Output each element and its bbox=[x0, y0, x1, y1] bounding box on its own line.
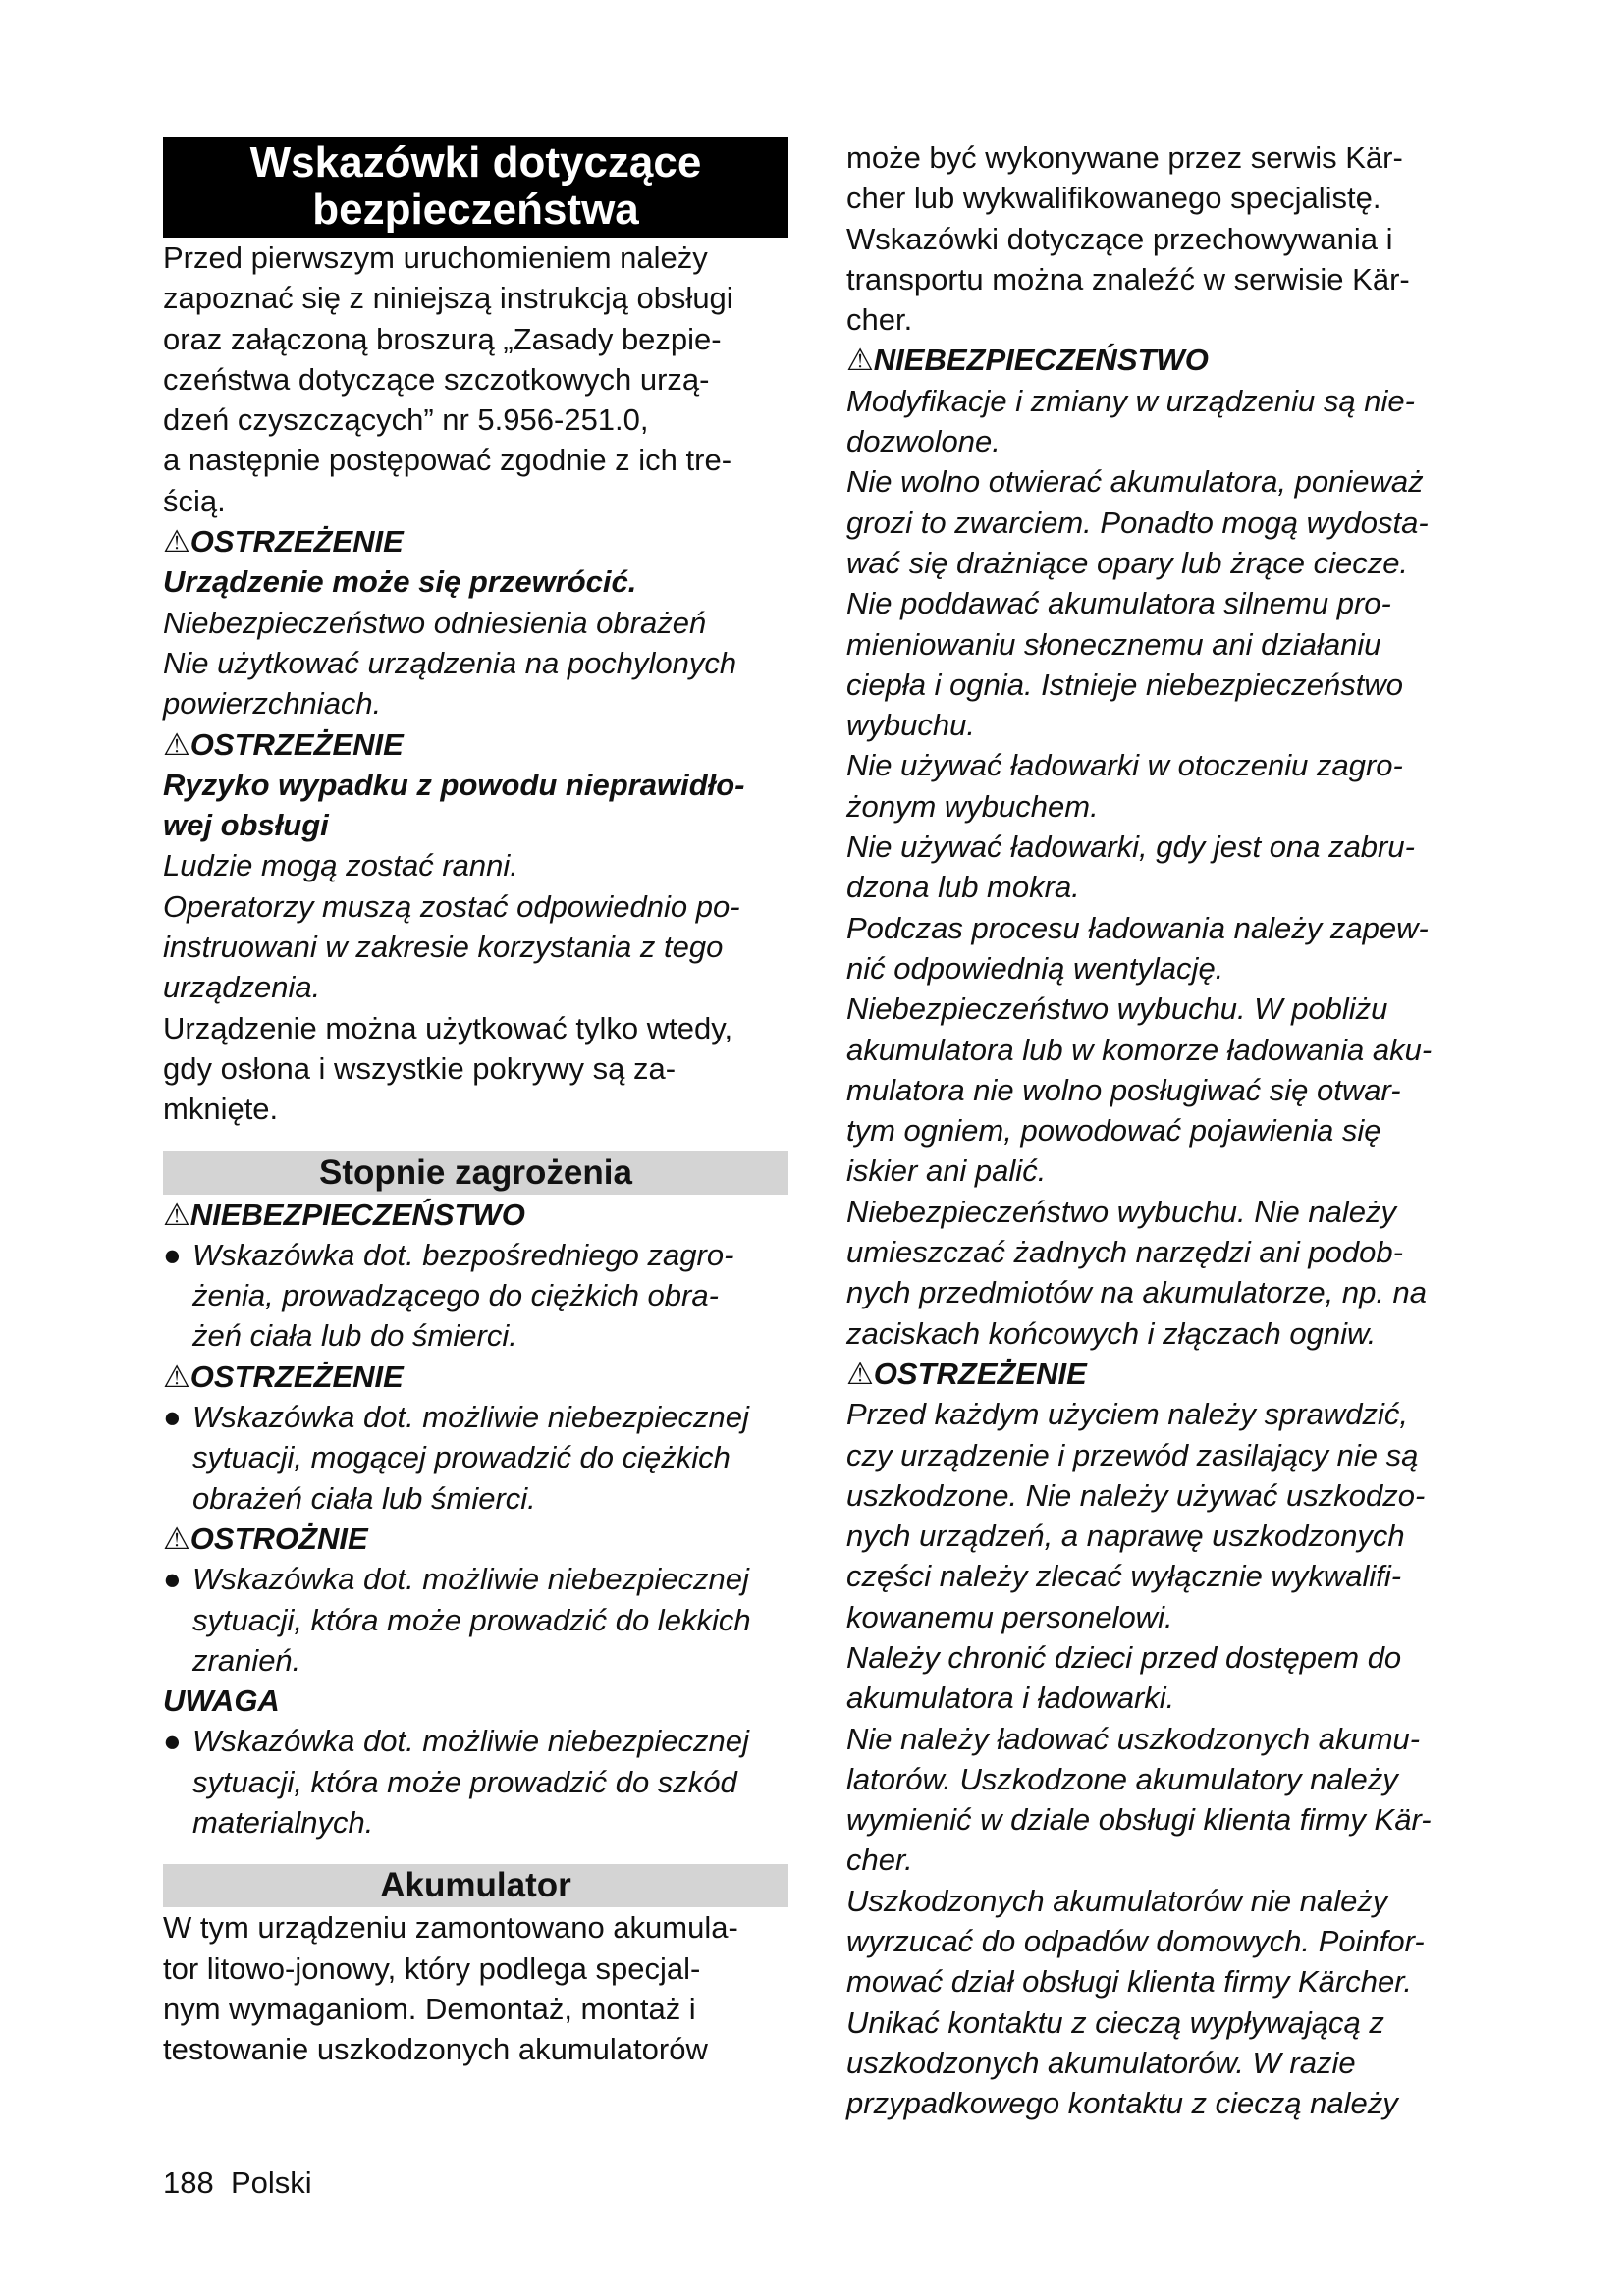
text-line: testowanie uszkodzonych akumulatorów bbox=[163, 2032, 708, 2067]
closing-paragraph bbox=[163, 1008, 788, 1130]
text-line: cher lub wykwalifikowanego specjalistę. bbox=[846, 181, 1381, 216]
section-heading-hazard-levels: Stopnie zagrożenia bbox=[163, 1151, 788, 1195]
text-line: W tym urządzeniu zamontowano akumula- bbox=[163, 1910, 738, 1946]
text-line: wać się drażniące opary lub żrące ciecze. bbox=[846, 545, 1409, 580]
text-line: grozi to zwarciem. Ponadto mogą wydosta- bbox=[846, 505, 1429, 540]
bullet-line bbox=[163, 1559, 788, 1599]
text-line: Nie użytkować urządzenia na pochylonych bbox=[163, 645, 737, 680]
text-line: sytuacji, mogącej prowadzić do ciężkich bbox=[192, 1440, 731, 1475]
text-line: żeń ciała lub do śmierci. bbox=[192, 1318, 517, 1354]
warning-heading: Urządzenie może się przewrócić. bbox=[163, 564, 637, 600]
hazard-level-danger bbox=[163, 1195, 788, 1357]
text-line: latorów. Uszkodzone akumulatory należy bbox=[846, 1761, 1398, 1796]
hazard-sign-label: ⚠NIEBEZPIECZEŃSTWO bbox=[163, 1197, 525, 1232]
text-line: może być wykonywane przez serwis Kär- bbox=[846, 140, 1403, 175]
text-line: iskier ani palić. bbox=[846, 1153, 1047, 1189]
hazard-level-notice bbox=[163, 1681, 788, 1842]
text-line: Ludzie mogą zostać ranni. bbox=[163, 848, 518, 883]
bullet-icon: ● bbox=[163, 1724, 182, 1759]
text-line: ścią. bbox=[163, 483, 226, 518]
page-language: Polski bbox=[230, 2165, 312, 2200]
text-line: Nie używać ładowarki w otoczeniu zagro- bbox=[846, 748, 1403, 783]
text-line: Nie używać ładowarki, gdy jest ona zabru- bbox=[846, 829, 1415, 865]
warning-heading: Ryzyko wypadku z powodu nieprawidło- bbox=[163, 767, 745, 802]
text-line: oraz załączoną broszurą „Zasady bezpie- bbox=[163, 321, 722, 356]
text-line: umieszczać żadnych narzędzi ani podob- bbox=[846, 1235, 1403, 1270]
warning-sign-label: ⚠OSTRZEŻENIE bbox=[163, 524, 404, 560]
text-line: nym wymaganiom. Demontaż, montaż i bbox=[163, 1991, 696, 2026]
text-line: uszkodzonych akumulatorów. W razie bbox=[846, 2045, 1356, 2080]
text-line: obrażeń ciała lub śmierci. bbox=[192, 1480, 536, 1516]
text-line: części należy zlecać wyłącznie wykwalifi- bbox=[846, 1559, 1402, 1594]
text-line: nych urządzeń, a naprawę uszkodzonych bbox=[846, 1519, 1405, 1554]
text-line: nych przedmiotów na akumulatorze, np. na bbox=[846, 1275, 1428, 1310]
text-line: sytuacji, która może prowadzić do szkód bbox=[192, 1764, 737, 1799]
text-line: mulatora nie wolno posługiwać się otwar- bbox=[846, 1072, 1401, 1107]
bullet-line bbox=[163, 1235, 788, 1275]
text-line: wymienić w dziale obsługi klienta firmy Kär- bbox=[846, 1802, 1432, 1838]
text-line: zranień. bbox=[192, 1642, 301, 1678]
text-line: Nie wolno otwierać akumulatora, ponieważ bbox=[846, 464, 1424, 500]
text-line: dzona lub mokra. bbox=[846, 870, 1080, 905]
text-line: żonym wybuchem. bbox=[846, 788, 1099, 824]
text-line: wyrzucać do odpadów domowych. Poinfor- bbox=[846, 1924, 1425, 1959]
text-line: mować dział obsługi klienta firmy Kärcher. bbox=[846, 1964, 1413, 2000]
bullet-text: Wskazówka dot. możliwie niebezpiecznej bbox=[192, 1724, 749, 1759]
text-line: czy urządzenie i przewód zasilający nie są bbox=[846, 1437, 1419, 1472]
text-line: Niebezpieczeństwo wybuchu. W pobliżu bbox=[846, 991, 1388, 1027]
text-line: przypadkowego kontaktu z cieczą należy bbox=[846, 2086, 1398, 2121]
text-line: mknięte. bbox=[163, 1092, 279, 1127]
text-line: powierzchniach. bbox=[163, 686, 382, 721]
bullet-text: Wskazówka dot. możliwie niebezpiecznej bbox=[192, 1400, 749, 1435]
intro-paragraph bbox=[163, 238, 788, 521]
danger-block bbox=[846, 340, 1485, 1353]
text-line: a następnie postępować zgodnie z ich tre- bbox=[163, 443, 732, 478]
hazard-level-caution bbox=[163, 1519, 788, 1681]
hazard-sign-label: UWAGA bbox=[163, 1683, 280, 1719]
text-line: sytuacji, która może prowadzić do lekkich bbox=[192, 1602, 751, 1637]
warning-tip-over bbox=[163, 521, 788, 723]
text-line: Nie poddawać akumulatora silnemu pro- bbox=[846, 586, 1391, 621]
hazard-level-warning bbox=[163, 1357, 788, 1519]
bullet-text: Wskazówka dot. bezpośredniego zagro- bbox=[192, 1237, 734, 1272]
danger-sign-label: ⚠NIEBEZPIECZEŃSTWO bbox=[846, 343, 1209, 378]
hazard-sign-label: ⚠OSTRZEŻENIE bbox=[163, 1359, 404, 1394]
hazard-sign-label: ⚠OSTROŻNIE bbox=[163, 1521, 368, 1556]
text-line: Przed pierwszym uruchomieniem należy bbox=[163, 240, 708, 275]
text-line: czeństwa dotyczące szczotkowych urzą- bbox=[163, 361, 710, 397]
text-line: Niebezpieczeństwo wybuchu. Nie należy bbox=[846, 1194, 1397, 1229]
page-footer bbox=[163, 2163, 312, 2203]
text-line: Operatorzy muszą zostać odpowiednio po- bbox=[163, 888, 740, 924]
text-line: tym ogniem, powodować pojawienia się bbox=[846, 1113, 1381, 1148]
battery-paragraph bbox=[163, 1907, 788, 2069]
warning-improper-use bbox=[163, 724, 788, 1008]
text-line: ciepła i ognia. Istnieje niebezpieczeństwo bbox=[846, 667, 1403, 702]
text-line: Przed każdym użyciem należy sprawdzić, bbox=[846, 1397, 1408, 1432]
text-line: materialnych. bbox=[192, 1804, 374, 1840]
text-line: Modyfikacje i zmiany w urządzeniu są nie- bbox=[846, 383, 1415, 418]
text-line: Uszkodzonych akumulatorów nie należy bbox=[846, 1883, 1388, 1918]
warning-block bbox=[846, 1354, 1485, 2124]
text-line: Należy chronić dzieci przed dostępem do bbox=[846, 1639, 1402, 1675]
text-line: wybuchu. bbox=[846, 708, 975, 743]
text-line: Urządzenie można użytkować tylko wtedy, bbox=[163, 1010, 733, 1045]
section-heading-battery: Akumulator bbox=[163, 1864, 788, 1907]
bullet-icon: ● bbox=[163, 1237, 182, 1272]
text-line: kowanemu personelowi. bbox=[846, 1599, 1173, 1634]
page-number: 188 bbox=[163, 2165, 214, 2200]
text-line: nić odpowiednią wentylację. bbox=[846, 950, 1224, 986]
text-line: cher. bbox=[846, 302, 913, 338]
bullet-line bbox=[163, 1397, 788, 1437]
left-column bbox=[163, 137, 788, 2069]
text-line: instruowani w zakresie korzystania z tego bbox=[163, 930, 724, 965]
text-line: uszkodzone. Nie należy używać uszkodzo- bbox=[846, 1477, 1426, 1513]
bullet-text: Wskazówka dot. możliwie niebezpiecznej bbox=[192, 1562, 749, 1597]
text-line: Nie należy ładować uszkodzonych akumu- bbox=[846, 1721, 1421, 1756]
text-line: cher. bbox=[846, 1842, 913, 1878]
continued-paragraph bbox=[846, 137, 1485, 340]
text-line: zapoznać się z niniejszą instrukcją obsługi bbox=[163, 281, 733, 316]
text-line: dzeń czyszczących” nr 5.956-251.0, bbox=[163, 402, 649, 438]
title-line: bezpieczeństwa bbox=[312, 186, 639, 234]
text-line: Niebezpieczeństwo odniesienia obrażeń bbox=[163, 605, 707, 640]
title-line: Wskazówki dotyczące bbox=[249, 138, 702, 187]
text-line: transportu można znaleźć w serwisie Kär- bbox=[846, 261, 1410, 296]
warning-heading: wej obsługi bbox=[163, 808, 329, 843]
warning-sign-label: ⚠OSTRZEŻENIE bbox=[846, 1356, 1087, 1391]
text-line: dozwolone. bbox=[846, 424, 1001, 459]
text-line: tor litowo-jonowy, który podlega specjal- bbox=[163, 1950, 701, 1986]
warning-sign-label: ⚠OSTRZEŻENIE bbox=[163, 726, 404, 762]
right-column bbox=[846, 137, 1485, 2124]
text-line: akumulatora i ładowarki. bbox=[846, 1681, 1175, 1716]
text-line: Unikać kontaktu z cieczą wypływającą z bbox=[846, 2004, 1384, 2040]
text-line: gdy osłona i wszystkie pokrywy są za- bbox=[163, 1050, 677, 1086]
text-line: żenia, prowadzącego do ciężkich obra- bbox=[192, 1278, 719, 1313]
bullet-icon: ● bbox=[163, 1400, 182, 1435]
text-line: akumulatora lub w komorze ładowania aku- bbox=[846, 1032, 1433, 1067]
bullet-icon: ● bbox=[163, 1562, 182, 1597]
section-title-safety bbox=[163, 137, 788, 238]
text-line: Podczas procesu ładowania należy zapew- bbox=[846, 910, 1429, 945]
text-line: zaciskach końcowych i złączach ogniw. bbox=[846, 1315, 1377, 1351]
bullet-line bbox=[163, 1721, 788, 1761]
text-line: Wskazówki dotyczące przechowywania i bbox=[846, 221, 1393, 256]
text-line: mieniowaniu słonecznemu ani działaniu bbox=[846, 626, 1381, 662]
text-line: urządzenia. bbox=[163, 970, 321, 1005]
